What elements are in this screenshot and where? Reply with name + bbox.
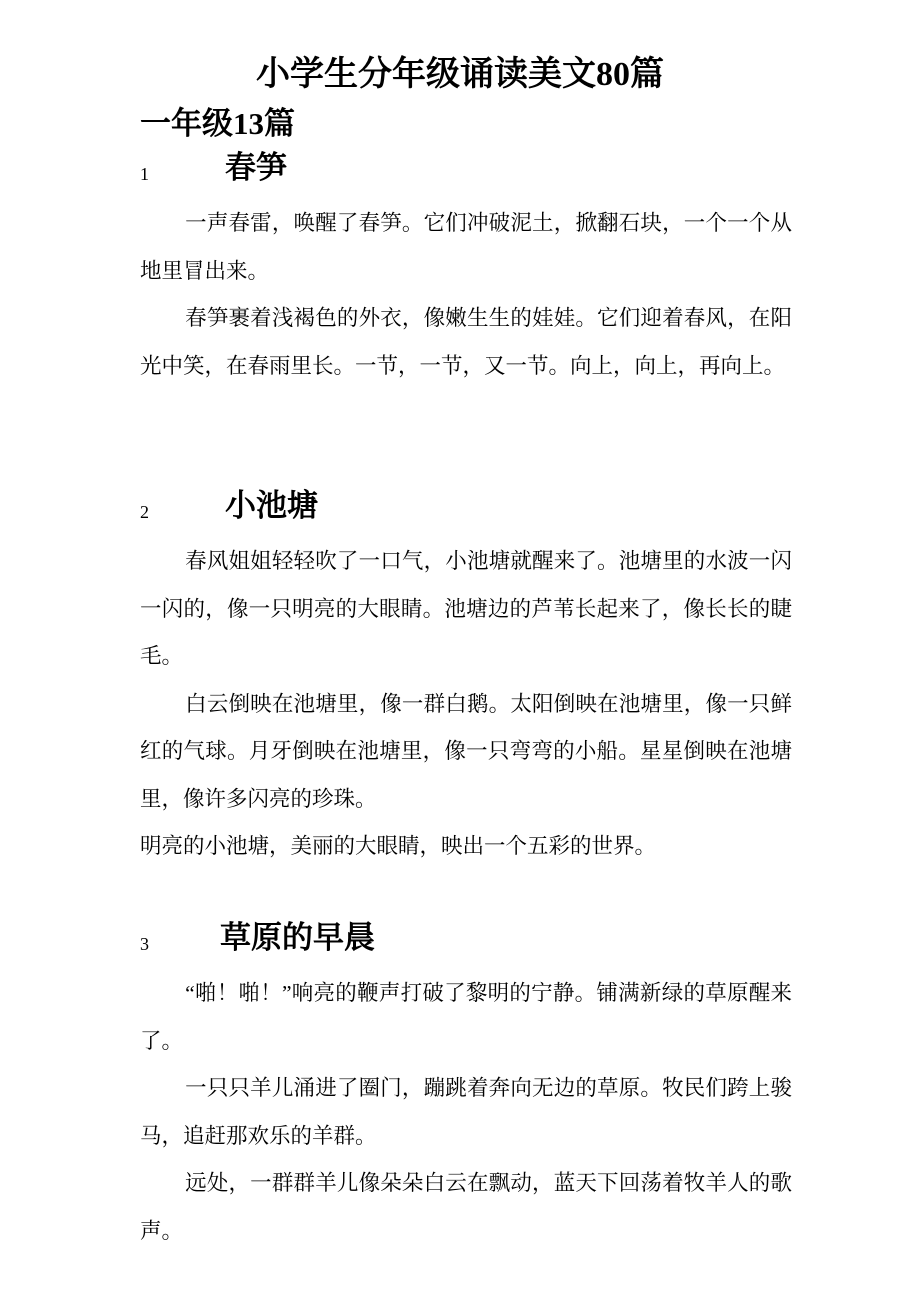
paragraph: 明亮的小池塘，美丽的大眼睛，映出一个五彩的世界。: [140, 834, 657, 858]
paragraph: 春笋裹着浅褐色的外衣，像嫩生生的娃娃。它们迎着春风，在阳光中笑，在春雨里长。一节，一节，又一节。向上，向上，再向上。: [140, 306, 792, 378]
article-number: 2: [140, 502, 149, 522]
article-title: 小池塘: [225, 488, 318, 523]
article-1: [140, 142, 792, 390]
paragraph: “啪！啪！”响亮的鞭声打破了黎明的宁静。铺满新绿的草原醒来了。: [140, 981, 792, 1053]
paragraph: 白云倒映在池塘里，像一群白鹅。太阳倒映在池塘里，像一只鲜红的气球。月牙倒映在池塘里，像一只弯弯的小船。星星倒映在池塘里，像许多闪亮的珍珠。: [140, 691, 792, 811]
article-3: [140, 912, 792, 1255]
article-title: 草原的早晨: [220, 920, 375, 955]
article-title: 春笋: [225, 150, 287, 185]
paragraph: 一只只羊儿涌进了圈门，蹦跳着奔向无边的草原。牧民们跨上骏马，追赶那欢乐的羊群。: [140, 1076, 792, 1148]
paragraph: 远处，一群群羊儿像朵朵白云在飘动，蓝天下回荡着牧羊人的歌声。: [140, 1171, 792, 1243]
article-number: 1: [140, 164, 149, 184]
paragraph: 一声春雷，唤醒了春笋。它们冲破泥土，掀翻石块，一个一个从地里冒出来。: [140, 211, 792, 283]
grade-heading: 一年级13篇: [140, 106, 295, 141]
paragraph: 春风姐姐轻轻吹了一口气，小池塘就醒来了。池塘里的水波一闪一闪的，像一只明亮的大眼睛。池塘边的芦苇长起来了，像长长的睫毛。: [140, 549, 792, 668]
article-number: 3: [140, 934, 149, 954]
document-title: 小学生分年级诵读美文80篇: [256, 56, 664, 93]
article-2: [140, 480, 792, 871]
